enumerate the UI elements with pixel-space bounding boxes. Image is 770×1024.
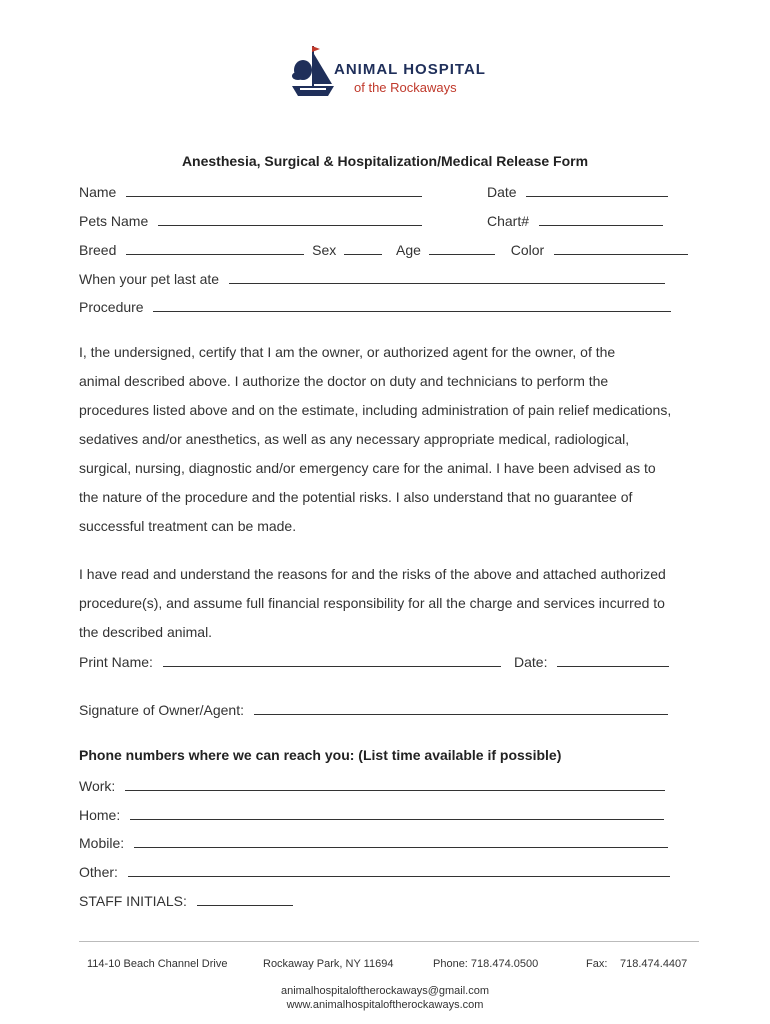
- date-field[interactable]: [526, 182, 668, 197]
- print-name-label: Print Name:: [79, 654, 153, 670]
- footer-fax-label: Fax:: [586, 958, 608, 970]
- last-ate-field[interactable]: [229, 269, 665, 284]
- date2-label: Date:: [514, 654, 548, 670]
- paragraph-line: I, the undersigned, certify that I am the owner, or authorized agent for the owner, of the: [79, 344, 616, 360]
- chart-field[interactable]: [539, 211, 663, 226]
- procedure-field[interactable]: [153, 297, 671, 312]
- last-ate-label: When your pet last ate: [79, 271, 220, 287]
- mobile-label: Mobile:: [79, 835, 125, 851]
- paragraph-line: surgical, nursing, diagnostic and/or emergency care for the animal. I have been advised as to: [79, 460, 656, 476]
- footer-fax: 718.474.4407: [620, 958, 688, 970]
- breed-field[interactable]: [126, 240, 304, 255]
- date-label: Date: [487, 184, 517, 200]
- age-label: Age: [396, 242, 421, 258]
- chart-label: Chart#: [487, 213, 530, 229]
- color-field[interactable]: [554, 240, 688, 255]
- work-phone-field[interactable]: [125, 776, 665, 791]
- sex-label: Sex: [312, 242, 337, 258]
- other-label: Other:: [79, 864, 118, 880]
- staff-initials-field[interactable]: [197, 891, 293, 906]
- form-title: Anesthesia, Surgical & Hospitalization/Medical Release Form: [181, 153, 589, 169]
- logo-title: ANIMAL HOSPITAL: [334, 61, 486, 78]
- footer-website[interactable]: www.animalhospitaloftherockaways.com: [286, 999, 484, 1011]
- mobile-phone-field[interactable]: [134, 833, 668, 848]
- pets-name-field[interactable]: [158, 211, 422, 226]
- logo-subtitle: of the Rockaways: [354, 80, 457, 95]
- signature-field[interactable]: [254, 700, 668, 715]
- phone-heading: Phone numbers where we can reach you: (List time available if possible): [79, 747, 562, 763]
- age-field[interactable]: [429, 240, 495, 255]
- paragraph-line: procedure(s), and assume full financial responsibility for all the charge and services incurred to: [79, 595, 665, 611]
- name-field[interactable]: [126, 182, 422, 197]
- footer-address: 114-10 Beach Channel Drive: [87, 958, 228, 970]
- procedure-label: Procedure: [79, 299, 144, 315]
- print-name-field[interactable]: [163, 652, 501, 667]
- color-label: Color: [510, 242, 545, 258]
- financial-paragraph: [79, 560, 679, 647]
- footer-divider: [79, 941, 699, 942]
- home-label: Home:: [79, 807, 121, 823]
- authorization-paragraph: [79, 338, 679, 541]
- breed-label: Breed: [79, 242, 117, 258]
- signature-label: Signature of Owner/Agent:: [79, 702, 244, 718]
- footer-email[interactable]: animalhospitaloftherockaways@gmail.com: [280, 985, 490, 997]
- date2-field[interactable]: [557, 652, 669, 667]
- paragraph-line: procedures listed above and on the estimate, including administration of pain relief medications,: [79, 402, 672, 418]
- paragraph-line: the nature of the procedure and the potential risks. I also understand that no guarantee of: [79, 489, 633, 505]
- footer-phone: Phone: 718.474.0500: [433, 958, 539, 970]
- logo: [290, 44, 490, 102]
- paragraph-line: the described animal.: [79, 624, 213, 640]
- paragraph-line: I have read and understand the reasons for and the risks of the above and attached authorized: [79, 566, 666, 582]
- pets-name-label: Pets Name: [79, 213, 149, 229]
- footer-city: Rockaway Park, NY 11694: [263, 958, 394, 970]
- ship-dog-logo-icon: [290, 44, 338, 100]
- other-phone-field[interactable]: [128, 862, 670, 877]
- paragraph-line: successful treatment can be made.: [79, 518, 297, 534]
- paragraph-line: sedatives and/or anesthetics, as well as any necessary appropriate medical, radiological,: [79, 431, 630, 447]
- work-label: Work:: [79, 778, 116, 794]
- name-label: Name: [79, 184, 117, 200]
- home-phone-field[interactable]: [130, 805, 664, 820]
- staff-initials-label: STAFF INITIALS:: [79, 893, 187, 909]
- sex-field[interactable]: [344, 240, 382, 255]
- paragraph-line: animal described above. I authorize the doctor on duty and technicians to perform the: [79, 373, 609, 389]
